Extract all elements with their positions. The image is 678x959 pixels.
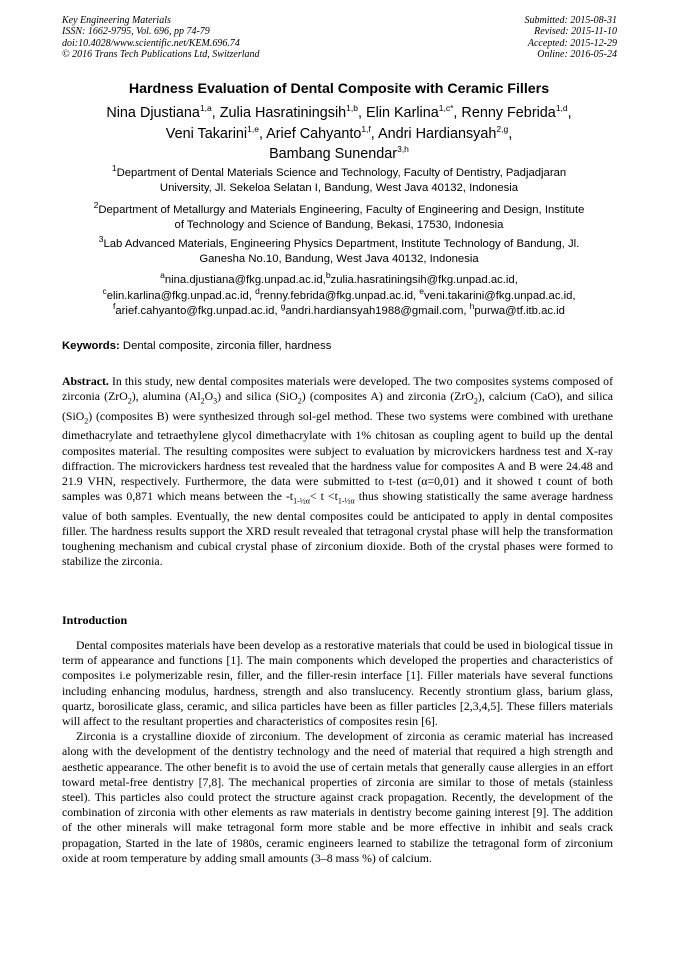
affiliation-1: [58, 163, 620, 196]
author-name: Renny Febrida: [461, 105, 556, 121]
affiliation-text: Lab Advanced Materials, Engineering Physics Department, Institute Technology of Bandung, Jl.: [103, 238, 580, 250]
email-link[interactable]: renny.febrida@fkg.unpad.ac.id,: [259, 289, 417, 302]
author-sup: 1,a: [199, 103, 212, 114]
subscript: 1-½α: [337, 496, 355, 506]
paragraph: Zirconia is a crystalline dioxide of zirconium. The development of zirconia as ceramic material has increased along with the development of the dentistry technology and the need of material that required a high strength and aesthetic appearance. The other benefit is to avoid the use of certain metals that generally cause allergies in an effort toward metal-free dentistry [7,8]. The mechanical properties of zirconia are similar to those of metals (stainless steel). This particles also could protect the structure against crack propagation. Recently, the development of the combination of zirconia with other elements as raw materials in dentistry become gaining interest [9]. The addition of the other minerals will make tetragonal form more stable and be more effective in inhibit and seals crack propagation, Started in the late of 1980s, ceramic engineers learned to stabilize the tetragonal form of zirconium oxide at room temperature by adding small amounts (3–8 mass %) of calcium.: [62, 729, 613, 865]
author-sup: 1,e: [247, 123, 259, 134]
affiliation-sup: 1: [111, 163, 117, 174]
author-name: Zulia Hasratiningsih: [219, 105, 347, 121]
email-sup: c: [102, 285, 107, 296]
email-list: [58, 270, 620, 320]
journal-name: Key Engineering Materials: [62, 15, 171, 26]
affiliation-sup: 2: [93, 200, 99, 211]
email-link[interactable]: veni.takarini@fkg.unpad.ac.id,: [424, 289, 576, 302]
author-name: Andri Hardiansyah: [378, 125, 497, 142]
affiliation-sup: 3: [98, 234, 104, 245]
affiliation-text: of Technology and Science of Bandung, Bekasi, 17530, Indonesia: [174, 219, 504, 231]
abstract-text: thus showing statistically the same average hardness value of both samples. Eventually, the new dental composites could be anticipated to apply in dental composites filler. The hardness results support the XRD result revealed that tetragonal crystal phase will help the transformation toughening mechanism and cubical crystal phase of zirconium dioxide. Both of the crystal phases were formed to stabilize the zirconia.: [62, 489, 613, 569]
abstract-text: ), alumina (Al: [131, 389, 201, 404]
affiliation-text: Department of Dental Materials Science and Technology, Faculty of Dentistry, Padjadjaran: [116, 167, 567, 179]
subscript: 1-½α: [293, 496, 310, 506]
paragraph: Dental composites materials have been develop as a restorative materials that could be used in biological tissue in term of appearance and functions [1]. The main components which developed the properties and characteristics of composites i.e polymerizable resin, filler, and the filler-resin interface [1]. Filler materials have several functions including enhancing modulus, hardness, strength and also translucency. Recently strontium glass, barium glass, quartz, borosilicate glass, ceramic, and silica particles have been as filler particles [2,3,4,5]. These fillers materials will affect to the resultant properties and characteristics of composites resin [6].: [62, 638, 613, 729]
paper-title: Hardness Evaluation of Dental Composite with Ceramic Fillers: [128, 81, 550, 97]
author-list: [40, 103, 638, 165]
email-sup: b: [325, 270, 331, 281]
keywords-text: Dental composite, zirconia filler, hardness: [122, 340, 332, 352]
abstract-text: In this study, new dental composites materials were developed. The two composites systems composed of zirconia (ZrO: [62, 374, 613, 404]
abstract-text: ) (composites B) were synthesized through sol-gel method. These two systems were combined with urethane dimethacrylate and tetraethylene glycol dimethacrylate with 1% chitosan as coupling agent to build up the dental composites material. The resulting composites were subject to evaluation by microvickers hardness test and X-ray diffraction. The microvickers hardness test revealed that the hardness value for composites A and B were 24.48 and 21.9 VHN, respectively. Furthermore, the data were submitted to t-test (α=0,01) and it showed t count of both samples was 0,871 which means between the -t: [62, 408, 613, 504]
author-name: Veni Takarini: [165, 125, 248, 142]
affiliation-text: University, Jl. Sekeloa Selatan I, Bandung, West Java 40132, Indonesia: [159, 182, 519, 194]
affiliation-text: Ganesha No.10, Bandung, West Java 40132, Indonesia: [199, 253, 479, 265]
author-line-3: [40, 144, 638, 165]
submitted-date: Submitted: 2015-08-31: [524, 15, 617, 26]
subscript: 2: [200, 396, 205, 406]
header-left: [62, 15, 260, 61]
author-line-1: Nina Djustiana$^{1,a}$, Zulia Hasratiningsih$^{1,b}$, Elin Karlina$^{1,c*}$, Renny Febrida$^{1,d}$,: [106, 103, 572, 121]
doi-line: doi:10.4028/www.scientific.net/KEM.696.74: [62, 37, 240, 49]
subscript: 2: [84, 416, 89, 426]
author-line-2: Veni Takarini$^{1,e}$, Arief Cahyanto$^{1,f}$, Andri Hardiansyah$^{2,g}$,: [165, 123, 513, 142]
email-link[interactable]: andri.hardiansyah1988@gmail.com,: [285, 305, 467, 318]
revised-date: Revised: 2015-11-10: [534, 26, 617, 38]
email-link[interactable]: zulia.hasratiningsih@fkg.unpad.ac.id,: [330, 274, 518, 286]
email-sup: f: [113, 301, 116, 312]
abstract-text: < t <t: [309, 489, 338, 504]
subscript: 2: [473, 396, 478, 406]
issn-line: ISSN: 1662-9795, Vol. 696, pp 74-79: [62, 26, 210, 38]
email-sup: d: [255, 285, 260, 296]
author-name: Bambang Sunendar: [269, 146, 398, 162]
email-link[interactable]: arief.cahyanto@fkg.unpad.ac.id,: [115, 305, 278, 318]
author-sup: 1,d: [555, 103, 568, 114]
abstract-text: ) and silica (SiO: [217, 389, 298, 404]
affiliation-2: [58, 200, 620, 233]
accepted-date: Accepted: 2015-12-29: [527, 37, 617, 49]
author-sup: 1,f: [361, 123, 371, 134]
abstract: [62, 374, 613, 570]
subscript: 2: [297, 396, 302, 406]
copyright-line: © 2016 Trans Tech Publications Ltd, Switzerland: [62, 49, 260, 61]
author-name: Arief Cahyanto: [266, 125, 362, 142]
section-heading-introduction: Introduction: [62, 613, 128, 627]
email-link[interactable]: purwa@tf.itb.ac.id: [474, 305, 565, 318]
subscript: 3: [213, 396, 218, 406]
email-sup: h: [469, 301, 475, 312]
email-link[interactable]: nina.djustiana@fkg.unpad.ac.id,: [164, 274, 326, 286]
author-name: Elin Karlina: [365, 105, 439, 121]
author-name: Nina Djustiana: [106, 105, 200, 121]
email-sup: g: [280, 301, 286, 312]
author-sup: 2,g: [496, 123, 509, 134]
keywords: [62, 340, 331, 352]
subscript: 2: [127, 396, 132, 406]
header-right: [525, 15, 618, 61]
author-sup: 1,b: [346, 103, 358, 114]
author-sup: 1,c*: [438, 103, 454, 114]
email-sup: a: [160, 270, 165, 281]
abstract-text: ) (composites A) and zirconia (ZrO: [301, 389, 474, 404]
email-link[interactable]: elin.karlina@fkg.unpad.ac.id,: [106, 289, 252, 302]
affiliation-3: [58, 234, 620, 267]
affiliation-text: Department of Metallurgy and Materials Engineering, Faculty of Engineering and Design, Institute: [98, 204, 585, 216]
keywords-label: Keywords:: [62, 340, 120, 352]
abstract-label: Abstract.: [62, 374, 109, 388]
author-sup: 3,h: [397, 144, 409, 155]
email-sup: e: [419, 285, 425, 296]
introduction-body: [62, 638, 613, 866]
abstract-text: O: [204, 389, 214, 404]
abstract-text: ), calcium (CaO), and silica (SiO: [62, 389, 613, 423]
online-date: Online: 2016-05-24: [537, 49, 617, 61]
